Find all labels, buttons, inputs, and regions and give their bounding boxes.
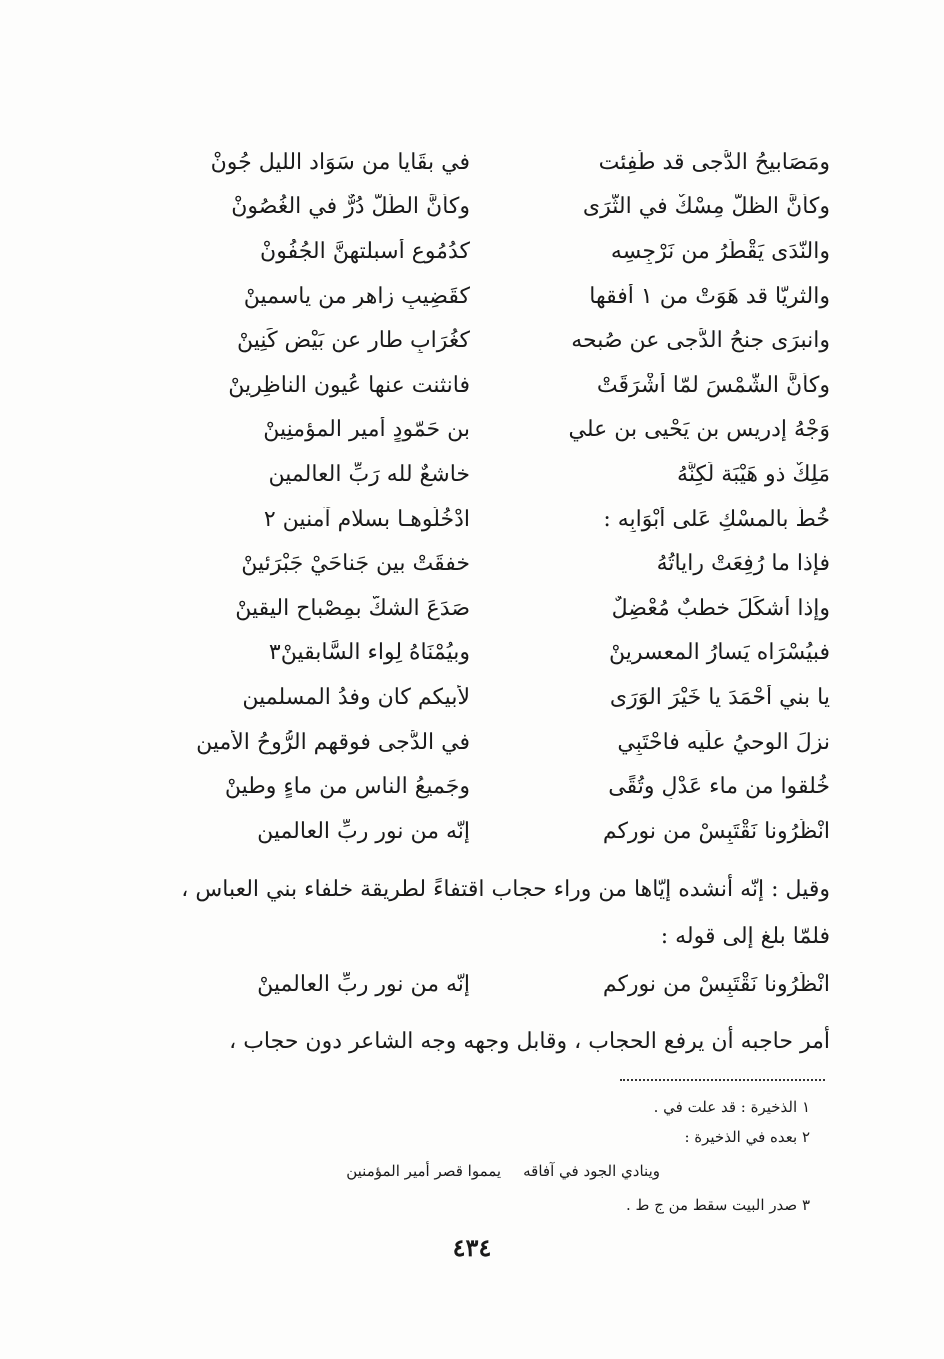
footnote-2: ٢ بعده في الذخيرة : (684, 1128, 810, 1146)
hemistich-right: وكأنَّ الشَّمْسَ لمّا أشْرَقَتْ (596, 372, 830, 398)
hemistich-left: ادْخُلُوهـا بسلام آمنين ٢ (263, 506, 470, 532)
verse-row (180, 541, 830, 586)
hemistich-left: وجَميعُ الناس من ماءٍ وطينْ (224, 774, 470, 800)
hemistich-left: إنّه من نور ربِّ العالمين (257, 818, 470, 844)
hemistich-right: خُلقوا من ماء عَدْلٍ وتُقًى (608, 774, 830, 800)
hemistich-right: خُطَّ بالمسْكِ عَلى أبْوَابِه : (603, 506, 830, 532)
quoted-hemistich-left: إنّه من نور ربِّ العالمينْ (257, 972, 470, 997)
quoted-hemistich-right: انْظُرُونا نَقْتَبِسْ من نوركم (602, 972, 830, 997)
hemistich-right: ومَصَابيحُ الدُّجى قد طُفِئت (598, 149, 830, 175)
verse-row (180, 720, 830, 765)
verse-row (180, 185, 830, 230)
prose-line: وقيل : إنّه أنشده إيّاها من وراء حجاب اقتفاءً لطريقة خلفاء بني العباس ، (181, 877, 830, 902)
hemistich-right: وَجْهُ إدريس بن يَحْيى بن علي (568, 417, 830, 443)
hemistich-right: وكأنَّ الظلَّ مِسْكٌ في الثّرَى (582, 194, 830, 220)
hemistich-left: كدُمُوعٍ أسبلتهنَّ الجُفُونْ (260, 238, 470, 264)
hemistich-right: وانبرَى جنحُ الدُّجى عن صُبحه (571, 328, 830, 354)
hemistich-right: انْظُرُونا نَقْتَبِسْ من نوركم (602, 818, 830, 844)
verse-row (180, 274, 830, 319)
verse-row (180, 363, 830, 408)
hemistich-left: وبيُمْنَاهُ لِواء السَّابقينْ٣ (268, 640, 470, 666)
verse-row (180, 675, 830, 720)
page-number: ٤٣٤ (452, 1233, 492, 1262)
hemistich-right: وإذا أشكَلَ خطبٌ مُعْضِلٌ (611, 595, 830, 621)
hemistich-left: وكأنَّ الطَّلَّ دُرٌّ في الغُصُونْ (231, 194, 470, 220)
prose-line: أمر حاجبه أن يرفع الحجاب ، وقابل وجهه وجه الشاعر دون حجاب ، (229, 1029, 830, 1054)
poem-block (180, 140, 830, 854)
quoted-verse (180, 972, 830, 997)
footnote-divider (620, 1079, 825, 1081)
footnote-3: ٣ صدر البيت سقط من ج ط . (626, 1196, 810, 1214)
verse-row (180, 631, 830, 676)
hemistich-left: كقَضِيبٍ زاهرٍ من ياسمينْ (243, 283, 470, 309)
hemistich-left: خفقَتْ بين جَناحَيْ جَبْرَئينْ (241, 551, 470, 577)
hemistich-left: فانثنت عنها عُيون الناظِرِينْ (228, 372, 470, 398)
hemistich-left: كغُرَابٍ طار عن بَيْضٍ كَنِينْ (237, 328, 470, 354)
footnote-1: ١ الذخيرة : قد علت في . (653, 1098, 810, 1116)
hemistich-left: بن حَمّودٍ أمير المؤمنِينْ (263, 417, 470, 443)
hemistich-left: في الدُّجى فوقهم الرُّوحُ الأمين (196, 729, 470, 755)
hemistich-right: فبيُسْرَاه يَسارُ المعسرينْ (608, 640, 830, 666)
prose-line: فلمّا بلغ إلى قوله : (660, 924, 830, 949)
footnote-2-verse (250, 1152, 810, 1190)
hemistich-left: خاشعٌ لله رَبِّ العالمين (268, 461, 470, 487)
footnote-verse-left: يمموا قصر أمير المؤمنين (346, 1162, 502, 1180)
hemistich-right: والثريّا قد هَوَتْ من ١ أفقها (589, 283, 830, 309)
verse-row (180, 408, 830, 453)
hemistich-left: في بقَايا من سَوَاد الليل جُونْ (210, 149, 470, 175)
hemistich-right: نزلَ الوحيُ علَيه فاحْتَبِي (617, 729, 830, 755)
footnote-verse-right: وينادي الجود في آفاقه (523, 1162, 660, 1180)
verse-row (180, 497, 830, 542)
verse-row (180, 764, 830, 809)
hemistich-right: مَلِكٌ ذو هَيْبَة لَكِنَّهُ (677, 461, 830, 487)
hemistich-right: فإذا ما رُفِعَتْ راياتُهُ (656, 551, 830, 577)
hemistich-right: يا بني أحْمَدَ يا خَيْرَ الوَرَى (609, 684, 830, 710)
hemistich-left: صَدَعَ الشكَّ بمِصْباحِ اليقينْ (235, 595, 470, 621)
hemistich-right: والنّدَى يَقْطُرُ من نَرْجِسِه (610, 238, 830, 264)
hemistich-left: لأبيكم كان وفدُ المسلمين (242, 684, 470, 710)
verse-row (180, 229, 830, 274)
verse-row (180, 452, 830, 497)
verse-row (180, 586, 830, 631)
verse-row (180, 140, 830, 185)
verse-row (180, 809, 830, 854)
verse-row (180, 318, 830, 363)
footnotes (250, 1092, 810, 1220)
